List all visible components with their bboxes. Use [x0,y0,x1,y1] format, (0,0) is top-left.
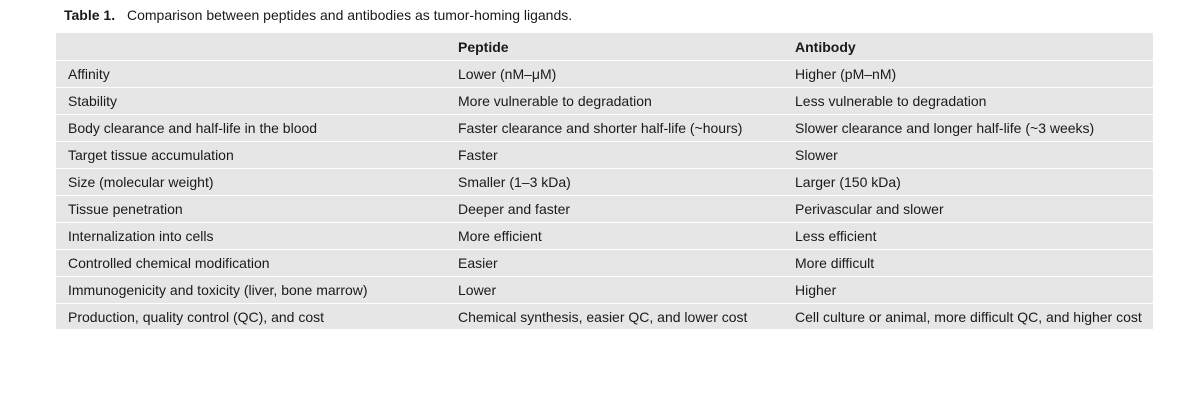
peptide-cell: Chemical synthesis, easier QC, and lower cost [458,309,748,325]
property-cell: Internalization into cells [56,223,446,250]
property-cell: Immunogenicity and toxicity (liver, bone marrow) [56,277,446,304]
antibody-cell: Slower [783,142,1153,169]
property-cell: Size (molecular weight) [56,169,446,196]
antibody-cell: Higher (pM–nM) [783,61,1153,88]
property-cell: Production, quality control (QC), and cost [68,309,325,325]
table-caption [64,6,572,24]
antibody-cell: Cell culture or animal, more difficult QC, and higher cost [795,309,1142,325]
header-cell-peptide: Peptide [446,33,783,61]
table-row [56,88,1153,115]
peptide-cell: Lower [446,277,783,304]
antibody-cell: Less efficient [783,223,1153,250]
antibody-cell: Larger (150 kDa) [783,169,1153,196]
table-row [56,169,1153,196]
table-caption-label: Table 1. [64,7,116,23]
table-row [56,223,1153,250]
property-cell: Target tissue accumulation [56,142,446,169]
table-header-row [56,33,1153,61]
peptide-cell: Faster clearance and shorter half-life (~hours) [446,115,783,142]
peptide-cell: Smaller (1–3 kDa) [446,169,783,196]
table-row [56,142,1153,169]
table-row [56,196,1153,223]
antibody-cell: More difficult [783,250,1153,277]
peptide-cell: More vulnerable to degradation [446,88,783,115]
antibody-cell: Less vulnerable to degradation [783,88,1153,115]
peptide-cell: Lower (nM–μM) [446,61,783,88]
property-cell: Stability [56,88,446,115]
peptide-cell: Faster [446,142,783,169]
antibody-cell: Perivascular and slower [783,196,1153,223]
table-row [56,115,1153,142]
property-cell: Body clearance and half-life in the blood [56,115,446,142]
comparison-table [56,33,1153,329]
peptide-cell: Easier [446,250,783,277]
table-row [56,250,1153,277]
header-cell-antibody: Antibody [783,33,1153,61]
table-row [56,61,1153,88]
header-cell-property [56,33,446,61]
property-cell: Controlled chemical modification [56,250,446,277]
antibody-cell: Higher [783,277,1153,304]
peptide-cell: More efficient [446,223,783,250]
property-cell: Affinity [56,61,446,88]
peptide-cell: Deeper and faster [446,196,783,223]
property-cell: Tissue penetration [56,196,446,223]
antibody-cell: Slower clearance and longer half-life (~3 weeks) [783,115,1153,142]
table-row [56,304,1153,330]
table-row [56,277,1153,304]
table-caption-text: Comparison between peptides and antibodies as tumor-homing ligands. [126,7,573,23]
table-body [56,61,1153,330]
